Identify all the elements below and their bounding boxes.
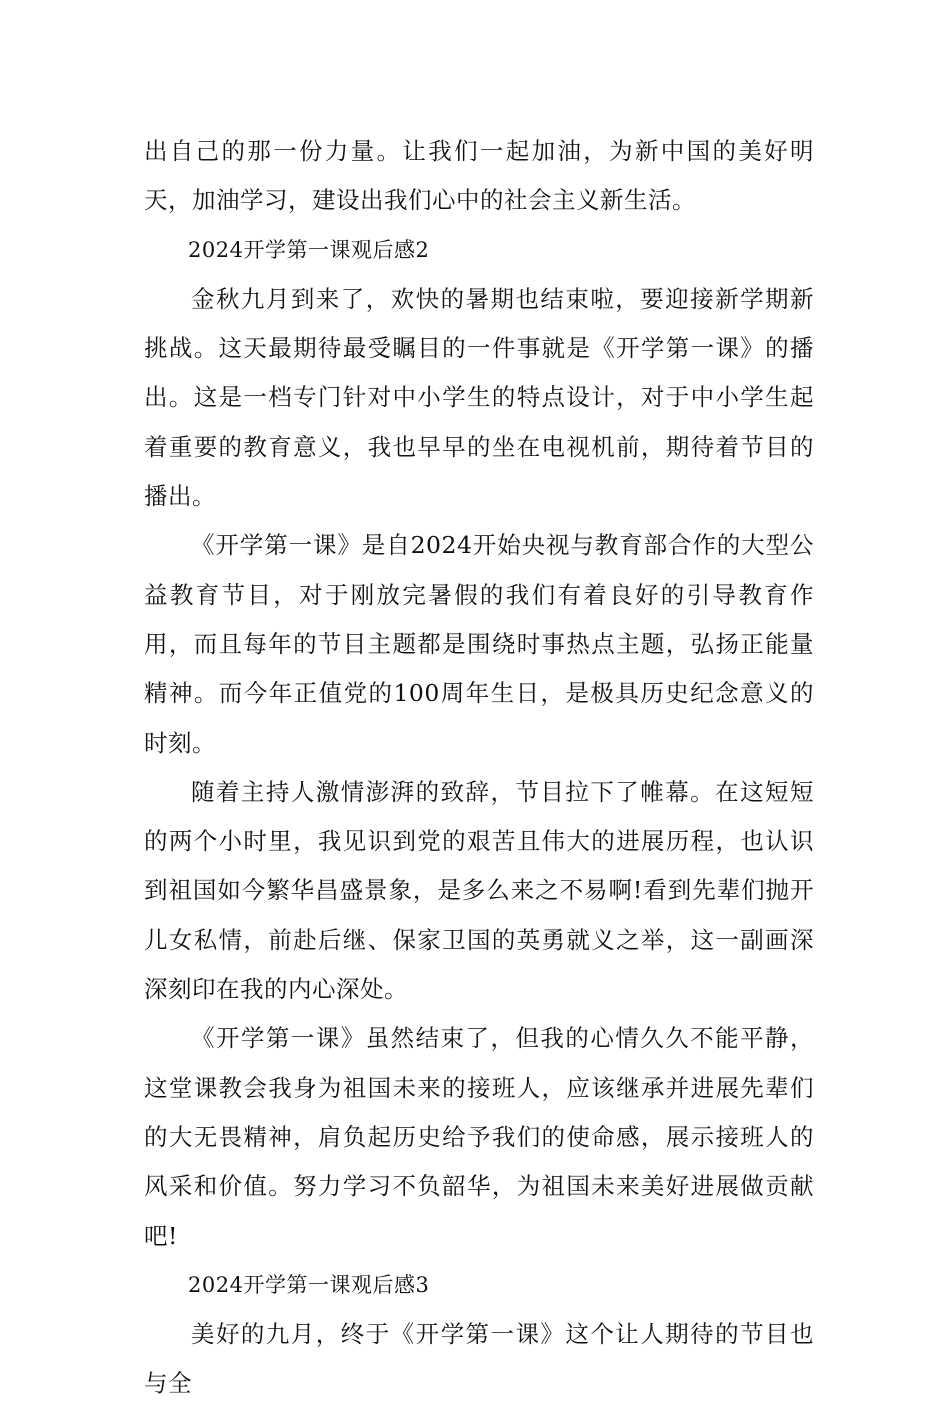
section-heading-3: 2024开学第一课观后感3: [188, 1272, 430, 1297]
paragraph: 《开学第一课》是自2024开始央视与教育部合作的大型公益教育节目，对于刚放完暑假的我们有着良好的引导教育作用，而且每年的节目主题都是围绕时事热点主题，弘扬正能量精神。而今年正值党的100周年生日，是极具历史纪念意义的时刻。: [144, 531, 814, 757]
document-body: [144, 127, 814, 1409]
paragraph-continuation: 出自己的那一份力量。让我们一起加油，为新中国的美好明天，加油学习，建设出我们心中的社会主义新生活。: [144, 137, 814, 215]
section-heading-2: 2024开学第一课观后感2: [188, 237, 430, 262]
paragraph: 随着主持人激情澎湃的致辞，节目拉下了帷幕。在这短短的两个小时里，我见识到党的艰苦且伟大的进展历程，也认识到祖国如今繁华昌盛景象，是多么来之不易啊!看到先辈们抛开儿女私情，前赴后继、保家卫国的英勇就义之举，这一副画深深刻印在我的内心深处。: [144, 777, 814, 1004]
paragraph: 《开学第一课》虽然结束了，但我的心情久久不能平静，这堂课教会我身为祖国未来的接班人，应该继承并进展先辈们的大无畏精神，肩负起历史给予我们的使命感，展示接班人的风采和价值。努力学习不负韶华，为祖国未来美好进展做贡献吧!: [144, 1024, 814, 1250]
paragraph: 金秋九月到来了，欢快的暑期也结束啦，要迎接新学期新挑战。这天最期待最受瞩目的一件事就是《开学第一课》的播出。这是一档专门针对中小学生的特点设计，对于中小学生起着重要的教育意义，我也早早的坐在电视机前，期待着节目的播出。: [144, 284, 814, 511]
paragraph: 美好的九月，终于《开学第一课》这个让人期待的节目也与全: [144, 1320, 814, 1398]
